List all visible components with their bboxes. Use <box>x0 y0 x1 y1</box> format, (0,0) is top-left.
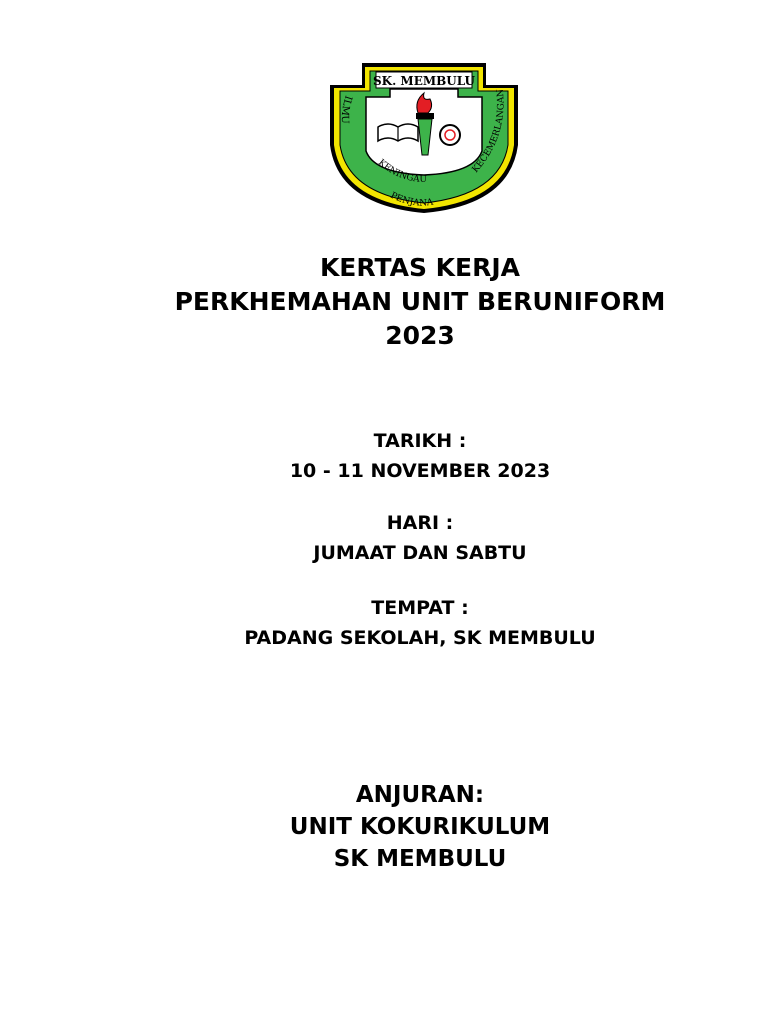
logo-middle-text: KENINGAU <box>376 157 428 185</box>
logo-top-text: SK. MEMBULU <box>372 74 476 88</box>
title-line-3: 2023 <box>385 321 455 350</box>
date-section <box>0 426 768 486</box>
organizer-line-2: SK MEMBULU <box>333 846 507 872</box>
title-line-2: PERKHEMAHAN UNIT BERUNIFORM <box>174 287 666 316</box>
date-label: TARIKH : <box>373 430 467 452</box>
organizer-label: ANJURAN: <box>355 782 485 808</box>
venue-value: PADANG SEKOLAH, SK MEMBULU <box>244 627 596 649</box>
date-value: 10 - 11 NOVEMBER 2023 <box>289 460 551 482</box>
day-label: HARI : <box>386 512 454 534</box>
organizer-section <box>0 779 768 875</box>
venue-label: TEMPAT : <box>371 597 469 619</box>
organizer-line-1: UNIT KOKURIKULUM <box>289 814 551 840</box>
venue-section <box>0 593 768 653</box>
day-section <box>0 508 768 568</box>
title-line-1: KERTAS KERJA <box>319 253 521 282</box>
school-crest-icon <box>326 55 522 217</box>
day-value: JUMAAT DAN SABTU <box>313 542 527 564</box>
document-title <box>0 251 768 353</box>
logo-right-text: KECEMERLANGAN <box>470 88 507 175</box>
logo-left-text: ILMU <box>338 94 354 124</box>
logo-bottom-text: PENJANA <box>388 190 434 209</box>
school-logo <box>326 55 522 217</box>
